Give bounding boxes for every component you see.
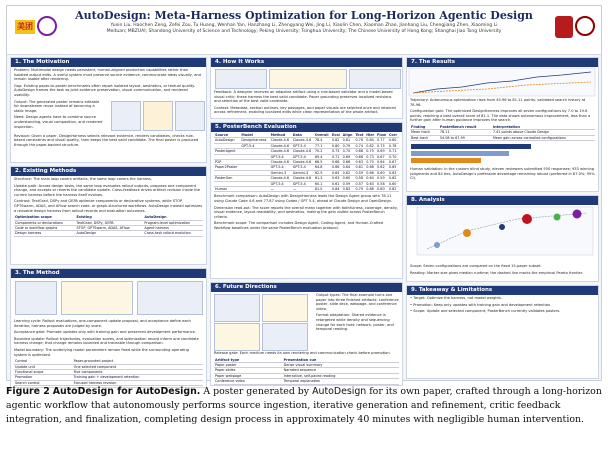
table-cell: 0.71 xyxy=(388,149,399,154)
trajectory-chart xyxy=(407,67,597,97)
table-row: Design harness AutoDesign Cross-task rollout evolution xyxy=(14,231,203,236)
table-cell: 0.64 xyxy=(376,160,388,165)
table-cell: 77.1 xyxy=(314,143,331,148)
diagram-box xyxy=(111,101,141,131)
table-cell: 0.82 xyxy=(365,143,376,148)
table-cell: 0.66 xyxy=(354,154,365,159)
table-cell: Claude-4.6 xyxy=(270,160,292,165)
section-text: Scope: Seven configurations are compared on the fixed 15-paper subset. xyxy=(410,264,542,268)
section-analysis xyxy=(406,195,599,282)
list-item: • Scope: Update one selected component; PosterBench currently validates posters. xyxy=(410,309,561,314)
method-table xyxy=(14,359,203,386)
table-cell: P2P xyxy=(214,160,240,165)
table-cell: Claude-4.6 xyxy=(270,138,292,143)
table-cell: 0.67 xyxy=(388,160,399,165)
table-cell: GPT-5.4 xyxy=(292,143,314,148)
table-cell: — xyxy=(270,187,292,192)
table-cell: 0.84 xyxy=(331,187,342,192)
table-cell: PosterGen xyxy=(214,176,240,181)
artifact-thumbnail xyxy=(262,323,308,351)
diagram-box xyxy=(269,69,347,89)
table-row xyxy=(214,187,399,192)
table-cell: 0.86 xyxy=(365,187,376,192)
section-text: Update path: Across design tasks, the same loop evaluates rollout outputs, proposes one component change, and accepts or reverts the candidate update. Cross-feedback drives artifact revision inside the current harness before the harness itself evolves. xyxy=(14,183,201,197)
section-heading: 7. The Results xyxy=(407,58,598,67)
table-cell: 0.73 xyxy=(365,154,376,159)
table-cell: Claude-4.6 xyxy=(292,149,314,154)
table-cell: 0.63 xyxy=(365,181,376,186)
table-cell: 0.63 xyxy=(354,160,365,165)
meituan-logo: 美团 xyxy=(15,20,35,34)
section-text: Problem: Multimodal design needs persistent, human-aligned production capabilities rather than isolated output edits. A useful system must preserve source evidence, communicate ideas visually, and remain usable after rendering. xyxy=(14,68,201,82)
benchmark-table xyxy=(214,133,399,192)
section-text: Output types: The final example turns one paper into three finished artifacts: conference poster, slide deck, webpage, and conference video. xyxy=(316,293,399,311)
table-cell: 0.69 xyxy=(376,149,388,154)
trajectory-plot xyxy=(407,67,598,97)
table-header-cell: Data xyxy=(292,133,314,138)
table-cell: 0.69 xyxy=(342,154,355,159)
table-cell: GPT-5.4 xyxy=(240,143,269,148)
table-cell: 0.67 xyxy=(376,154,388,159)
section-how-it-works xyxy=(210,57,403,119)
table-cell: 0.66 xyxy=(342,160,355,165)
table-cell: 0.68 xyxy=(354,149,365,154)
section-text: Context: Metadata, section outlines, key passages, and paper visuals are selected once and retained across refinement, enabling localized edits while clean representation of the whole artifact. xyxy=(214,105,396,115)
table-cell: 0.62 xyxy=(388,176,399,181)
table-row: Components or declarations TextGrad, DSPy, GEPA Program-level optimization xyxy=(14,220,203,225)
section-text: Model boundary: The underlying model parameters remain fixed while the surrounding operating system is optimized. xyxy=(14,347,189,357)
table-cell: 0.80 xyxy=(331,143,342,148)
section-text: Gap: Existing paper-to-poster benchmarks often report isolated layout, aesthetics, or textual quality. AutoDesign frames the task as joint evidence preservation, visual communication, and rendered usability. xyxy=(14,83,195,97)
table-cell: 78.4 xyxy=(314,138,331,143)
affiliation-list: Meituan; MBZUAI; Shandong University of Science and Technology; Peking University; Tsinghua University; The Chinese University of Hong Kong; Shanghai Jiao Tong University xyxy=(106,29,502,34)
section-text: Human validation: In the custom blind study, eleven reviewers submitted 550 responses; 933 winning judgments and 84 ties, AutoDesign's preferable advantage remaining robust (preferred in 87.0%; 95% CI). xyxy=(410,167,595,181)
table-cell: Designharness xyxy=(240,138,269,143)
section-text: Dimension read-out: The score reports the overall mean together with faithfulness, coverage, density, visual evidence, layout readability, and aesthetics, making the gain visible across PosterBench criteria. xyxy=(214,205,399,219)
table-header-cell: Source xyxy=(214,133,240,138)
table-cell: Paper2Poster xyxy=(214,165,240,170)
section-method xyxy=(10,268,207,388)
artifact-gallery xyxy=(211,292,311,350)
caption-text: A poster generated by xyxy=(200,386,313,397)
table-cell: 0.58 xyxy=(354,176,365,181)
poster-title: AutoDesign: Meta-Harness Optimization for Long-Horizon Agentic Design xyxy=(75,9,533,22)
section-heading: 3. The Method xyxy=(11,269,206,278)
caption-title: AutoDesign for AutoDesign. xyxy=(52,386,201,397)
table-row: Best track 54.08 to 67.99 Mean gain across controlled configurations xyxy=(410,135,595,140)
table-cell: Claude-4.6 xyxy=(270,149,292,154)
section-heading: 5. PosterBench Evaluation xyxy=(211,123,402,132)
table-header-cell: Overall xyxy=(314,133,331,138)
table-cell: 0.83 xyxy=(342,187,355,192)
table-cell: 0.79 xyxy=(342,143,355,148)
table-cell: 0.68 xyxy=(365,165,376,170)
table-cell: GPT-5.4 xyxy=(292,181,314,186)
table-header-cell: Model xyxy=(240,133,269,138)
method-diagram xyxy=(11,278,206,318)
table-cell: 62.9 xyxy=(314,170,331,175)
table-cell: 0.84 xyxy=(365,138,376,143)
caption-text: for its own paper, crafted through a long-horizon agentic workflow that autonomously performs source ingestion, iterative generation and refinement, critic feedback integration, and finalization, completing design process in approximately 40 minutes with negligible human intervention. xyxy=(6,386,602,425)
pipeline-diagram xyxy=(211,67,402,89)
table-cell: Claude-4.6 xyxy=(292,176,314,181)
table-cell: 0.73 xyxy=(331,149,342,154)
table-cell: 0.60 xyxy=(342,176,355,181)
results-bars xyxy=(407,142,597,166)
section-text: Benchmark comparison: AutoDesign with DesignHarness leads the Design Agent group with 78.11 using Claude Code 4.6 and 77.87 using Codex / GPT 5.4, ahead of Claude Design and OpenDesign. xyxy=(214,194,393,204)
section-text: Output: The generated poster remains editable for downstream reuse instead of becoming a static image. xyxy=(14,99,100,113)
table-cell: 0.64 xyxy=(365,176,376,181)
section-motivation xyxy=(10,57,207,163)
section-existing-methods xyxy=(10,166,207,265)
diagram-box xyxy=(137,281,203,315)
table-cell: 0.65 xyxy=(388,165,399,170)
table-cell: 0.80 xyxy=(376,187,388,192)
section-posterbench xyxy=(210,122,403,279)
table-cell: AutoDesign xyxy=(214,138,240,143)
table-cell: 64.8 xyxy=(314,165,331,170)
table-cell: 0.66 xyxy=(331,165,342,170)
section-text: Structure: The main loop covers artifacts, the same loop covers the harness. xyxy=(14,177,153,181)
section-text: Format adaptation: Shared evidence is retargeted while density and sequencing change for each host: network, poster, and temporal reading. xyxy=(316,313,394,332)
table-cell: 0.70 xyxy=(388,154,399,159)
table-cell: 0.82 xyxy=(331,138,342,143)
table-cell: 0.74 xyxy=(354,143,365,148)
table-cell: Claude-4.6 xyxy=(270,176,292,181)
motivation-diagram xyxy=(109,99,206,133)
table-cell: 0.60 xyxy=(388,181,399,186)
table-header-cell: Align xyxy=(342,133,353,137)
table-cell: Claude-4.6 xyxy=(292,160,314,165)
university-seal-logo-right xyxy=(575,16,595,36)
author-list: Yuxin Liu, Haochen Zeng, Zefei Zou, Tu Huang, Wenhan Yan, Hanzhang Li, Zhengyang Wei, Jing Li, Xiaolin Chen, Xiaoman Zhao, Jianhang Liu, Chengjiang Zhen, Xiaoming Li xyxy=(110,23,498,28)
table-cell: 0.62 xyxy=(376,165,388,170)
artifact-thumbnail xyxy=(262,294,308,322)
results-bar-figure xyxy=(407,142,598,166)
table-header-cell: Corr xyxy=(388,133,398,137)
section-text: Contrast: TextGrad, DSPy and GEPA optimize components or declarative systems, while STOP, GPTSwarm, ADAS, and AFlow search code- or graph-structured workflows. AutoDesign instead optimizes a reusable design harness from rollout records and evaluation outcomes. xyxy=(14,199,203,213)
results-table: Finding PosterBench result Interpretation Mean track 78.11 7.41 points above Claude Design Best track 54.08 to 67.99 Mean gain across controlled configurations xyxy=(410,125,595,141)
table-header-cell: Method xyxy=(270,133,292,138)
section-results xyxy=(406,57,599,192)
section-takeaway xyxy=(406,285,599,379)
table-cell: 69.4 xyxy=(314,154,331,159)
shield-logo xyxy=(555,16,573,38)
table-cell: 0.75 xyxy=(376,143,388,148)
section-heading: 8. Analysis xyxy=(407,196,598,205)
diagram-box xyxy=(15,281,57,315)
table-row: Conference video Temporal explanation xyxy=(214,379,399,384)
section-heading: 4. How It Works xyxy=(211,58,402,67)
section-text: Feedback: A designer receives an adaptive artifact using a rule-based validator and a model-based visual critic; these harness the best valid candidate. Paper grounding preserves localized revisions and selection of the best valid candidate. xyxy=(214,90,393,104)
table-row: Search control Focused harness revision xyxy=(14,380,203,385)
table-row xyxy=(214,138,399,143)
table-header-cell: Text xyxy=(355,133,364,137)
table-row: Promotion Training gain + development retention xyxy=(14,375,203,380)
table-cell: 66.5 xyxy=(314,160,331,165)
section-heading: 2. Existing Methods xyxy=(11,167,206,176)
table-cell: 0.64 xyxy=(342,165,355,170)
table-cell: Gemini-3 xyxy=(292,170,314,175)
section-text: Need: Design agents have to combine source understanding, visual composition, and rendered inspection. xyxy=(14,115,103,129)
table-cell: 0.76 xyxy=(354,138,365,143)
table-cell: 60.1 xyxy=(314,181,331,186)
table-cell: 0.68 xyxy=(331,160,342,165)
table-row: Paper poster Dense visual summary xyxy=(214,363,399,368)
artifact-table: Artifact type Presentation cue Paper poster Dense visual summary Paper slides Narrated sequence Paper webpage Interactive, self-paced reading Conference video Temporal explanation xyxy=(214,358,399,385)
poster-authors xyxy=(67,23,541,35)
artifact-thumbnail xyxy=(214,294,260,322)
list-item: • Promotion: Keep only updates with training gain and development retention. xyxy=(410,302,552,307)
caption-name: AutoDesign xyxy=(312,386,367,397)
section-text: Benchmark scope: The comparison includes Design Agent, Coding Agent, and Human-Crafted Workflow baselines under the same PosterBench evaluation protocol. xyxy=(214,221,384,231)
table-cell: 0.75 xyxy=(365,149,376,154)
section-heading: 9. Takeaway & Limitations xyxy=(407,286,598,295)
section-text: Bounded update: Rollout trajectories, evaluation scores, and optimization record inform one candidate harness change; that change remains bounded and traceable through comparison. xyxy=(14,336,199,346)
section-heading: 6. Future Directions xyxy=(211,283,402,292)
pareto-scatter xyxy=(407,205,597,259)
table-cell: 0.61 xyxy=(354,165,365,170)
table-cell: 0.81 xyxy=(342,138,355,143)
table-header-cell: Hier xyxy=(366,133,375,137)
table-cell: 0.71 xyxy=(331,154,342,159)
table-cell: 0.59 xyxy=(376,176,388,181)
table-cell: 0.63 xyxy=(388,170,399,175)
table-cell: 0.62 xyxy=(342,170,355,175)
table-cell: 0.66 xyxy=(365,170,376,175)
diagram-box xyxy=(61,281,133,315)
artifact-thumbnail xyxy=(214,323,260,351)
table-cell: 0.59 xyxy=(354,170,365,175)
section-text: Acceptance gate: Promote updates only with training gain and preserved development performance. xyxy=(14,330,196,335)
table-cell: 0.58 xyxy=(376,181,388,186)
diagram-box xyxy=(349,69,401,89)
section-text: Learning cycle: Rollout evaluations, one-component update proposal, and acceptance define each iteration; harness proposals are judged by score. xyxy=(14,319,191,328)
diagram-box xyxy=(175,101,205,131)
table-cell: 0.79 xyxy=(354,187,365,192)
table-cell: 0.63 xyxy=(331,176,342,181)
table-row: Functional scope Five components xyxy=(14,369,203,374)
table-cell: Gemini-3 xyxy=(270,170,292,175)
table-row: Code or workflow graphs STOP, GPTSwarm, ADAS, AFlow Agent harness xyxy=(14,225,203,230)
table-row: Paper webpage Interactive, self-paced reading xyxy=(214,373,399,378)
table-cell: PosterAgent xyxy=(214,149,240,154)
table-header-cell: Flow xyxy=(377,133,386,137)
table-cell: 61.3 xyxy=(314,176,331,181)
table-cell: Claude-4.6 xyxy=(292,138,314,143)
table-cell: GPT-5.4 xyxy=(270,154,292,159)
table-cell: GPT-5.4 xyxy=(292,154,314,159)
diagram-box xyxy=(143,101,173,131)
figure-caption xyxy=(6,385,604,427)
table-cell: 0.70 xyxy=(365,160,376,165)
section-text: Trajectory: Autonomous optimization rises from 45.96 to 81.11 points, validated search history at 78.96. xyxy=(410,98,586,107)
section-text: Release gate: Each medium needs its own rendering and communication check before promotion. xyxy=(214,351,391,355)
caption-label: Figure 2 xyxy=(6,386,50,397)
table-row: Mean track 78.11 7.41 points above Claude Design xyxy=(410,130,595,135)
table-cell: 0.61 xyxy=(331,181,342,186)
methods-table: Optimization scope Existing AutoDesign Components or declarations TextGrad, DSPy, GEPA Program-level optimization Code or workflow graphs STOP, GPTSwarm, ADAS, AFlow Agent harness Design harness AutoDesign Cross-task rollout evolution xyxy=(14,215,203,237)
table-header-cell: Eval xyxy=(331,133,340,137)
table-row: Control Paper-grounded project xyxy=(14,359,203,364)
poster xyxy=(6,5,602,385)
table-cell: Claude-4.6 xyxy=(270,143,292,148)
table-cell: 0.77 xyxy=(376,138,388,143)
table-cell: 0.59 xyxy=(342,181,355,186)
table-cell: 70.2 xyxy=(314,149,331,154)
table-cell: GPT-5.4 xyxy=(270,181,292,186)
section-text: Reading: Marker size gives median runtime; the dashed line marks the empirical Pareto frontier. xyxy=(410,270,584,275)
table-cell: 0.82 xyxy=(388,187,399,192)
table-cell: GPT-5.4 xyxy=(292,165,314,170)
section-heading: 1. The Motivation xyxy=(11,58,206,67)
table-cell: 0.70 xyxy=(342,149,355,154)
table-cell xyxy=(240,187,269,192)
table-cell: Human xyxy=(214,187,240,192)
section-text: Revision: Given a paper, DesignHarness selects relevant evidence, renders candidates, checks rule-based constraints and visual quality, then keeps the best valid candidate. The final poster is produced through the paper-backed structure. xyxy=(14,133,199,147)
section-text: Configuration gain: The optimized DesignHarness improves all seven configurations by 7.0 to 19.6 points, reaching a best overall score of 81.1. The data shows autonomous improvement, less than a further gain after human guidance improves the search. xyxy=(410,109,591,123)
table-cell: 0.78 xyxy=(388,143,399,148)
table-cell: 0.57 xyxy=(354,181,365,186)
table-row: Paper slides Narrated sequence xyxy=(214,368,399,373)
diagram-box xyxy=(215,69,267,89)
table-cell: GPT-5.4 xyxy=(270,165,292,170)
table-cell: 0.60 xyxy=(376,170,388,175)
list-item: • Target: Optimize the harness, not model weights. xyxy=(410,296,502,300)
table-row: Update unit One selected component xyxy=(14,364,203,369)
table-cell: 0.64 xyxy=(331,170,342,175)
university-seal-logo xyxy=(37,16,57,36)
table-cell: — xyxy=(292,187,314,192)
section-future-directions xyxy=(210,282,403,386)
table-cell: 81.0 xyxy=(314,187,331,192)
poster-header xyxy=(7,6,601,55)
table-cell: 0.80 xyxy=(388,138,399,143)
